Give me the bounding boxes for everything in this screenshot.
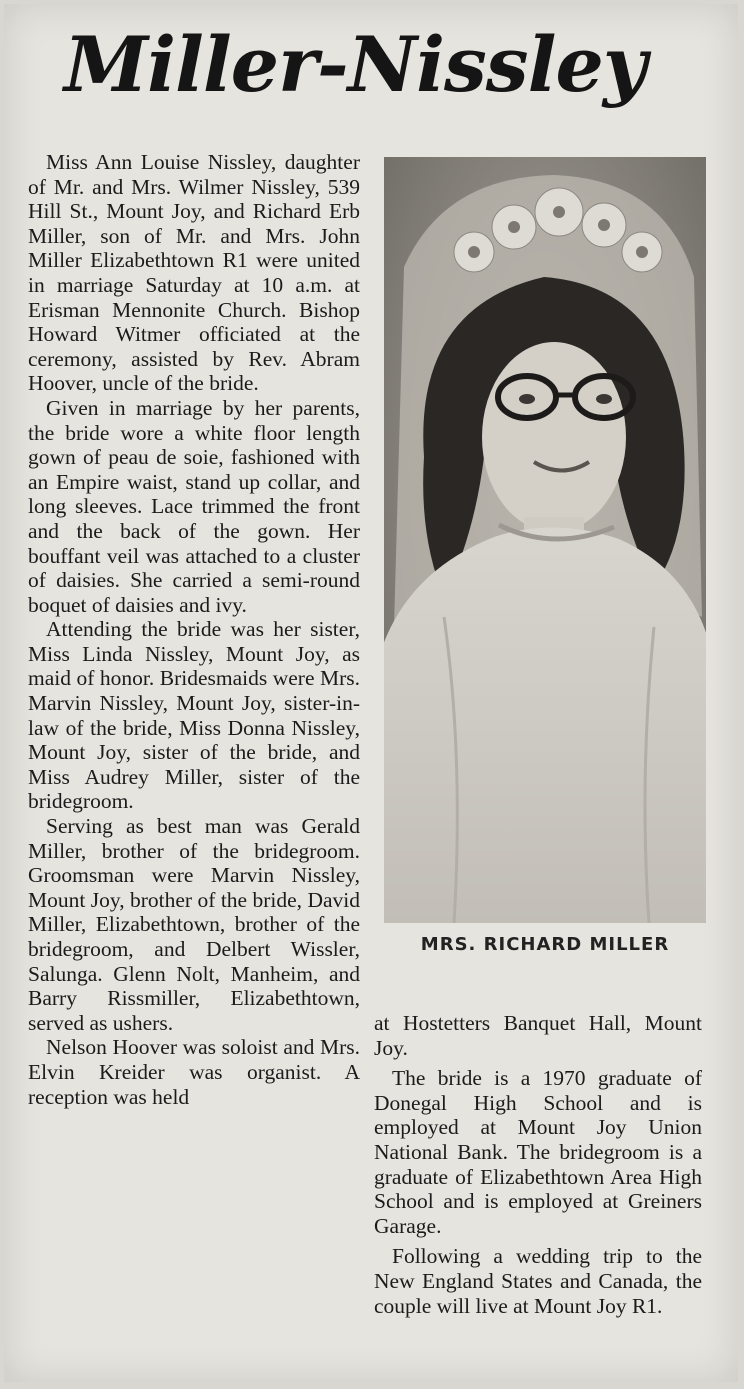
- paragraph-7: The bride is a 1970 graduate of Donegal High School and is employed at Mount Joy Union National Bank. The bridegroom is a graduate of Elizabethtown Area High School and is employed at Greiners Garage.: [374, 1066, 702, 1238]
- photo-caption: MRS. RICHARD MILLER: [420, 934, 670, 955]
- paragraph-5: Nelson Hoover was soloist and Mrs. Elvin Kreider was organist. A reception was held: [28, 1035, 360, 1109]
- article-column-2: [374, 1011, 702, 1318]
- newspaper-clipping: [4, 4, 738, 1382]
- paragraph-4: Serving as best man was Gerald Miller, brother of the bridegroom. Groomsman were Marvin Nissley, Mount Joy, brother of the bride, David Miller, Elizabethtown, brother of the bridegroom, and Delbert Wissler, Salunga. Glenn Nolt, Manheim, and Barry Rissmiller, Elizabethtown, served as ushers.: [28, 814, 360, 1035]
- paragraph-1: Miss Ann Louise Nissley, daughter of Mr. and Mrs. Wilmer Nissley, 539 Hill St., Mount Joy, and Richard Erb Miller, son of Mr. and Mrs. John Miller Elizabethtown R1 were united in marriage Saturday at 10 a.m. at Erisman Mennonite Church. Bishop Howard Witmer officiated at the ceremony, assisted by Rev. Abram Hoover, uncle of the bride.: [28, 150, 360, 396]
- paragraph-6: at Hostetters Banquet Hall, Mount Joy.: [374, 1011, 702, 1060]
- article-column-1: [28, 150, 360, 1109]
- paragraph-3: Attending the bride was her sister, Miss Linda Nissley, Mount Joy, as maid of honor. Bridesmaids were Mrs. Marvin Nissley, Mount Joy, sister-in-law of the bride, Miss Donna Nissley, Mount Joy, sister of the bride, and Miss Audrey Miller, sister of the bridegroom.: [28, 617, 360, 814]
- paragraph-8: Following a wedding trip to the New England States and Canada, the couple will live at Mount Joy R1.: [374, 1244, 702, 1318]
- bride-portrait-illustration: [384, 157, 706, 923]
- headline: Miller-Nissley: [64, 20, 646, 109]
- paragraph-2: Given in marriage by her parents, the bride wore a white floor length gown of peau de soie, fashioned with an Empire waist, stand up collar, and long sleeves. Lace trimmed the front and the back of the gown. Her bouffant veil was attached to a cluster of daisies. She carried a semi-round boquet of daisies and ivy.: [28, 395, 360, 617]
- bride-portrait-photo: [384, 157, 706, 923]
